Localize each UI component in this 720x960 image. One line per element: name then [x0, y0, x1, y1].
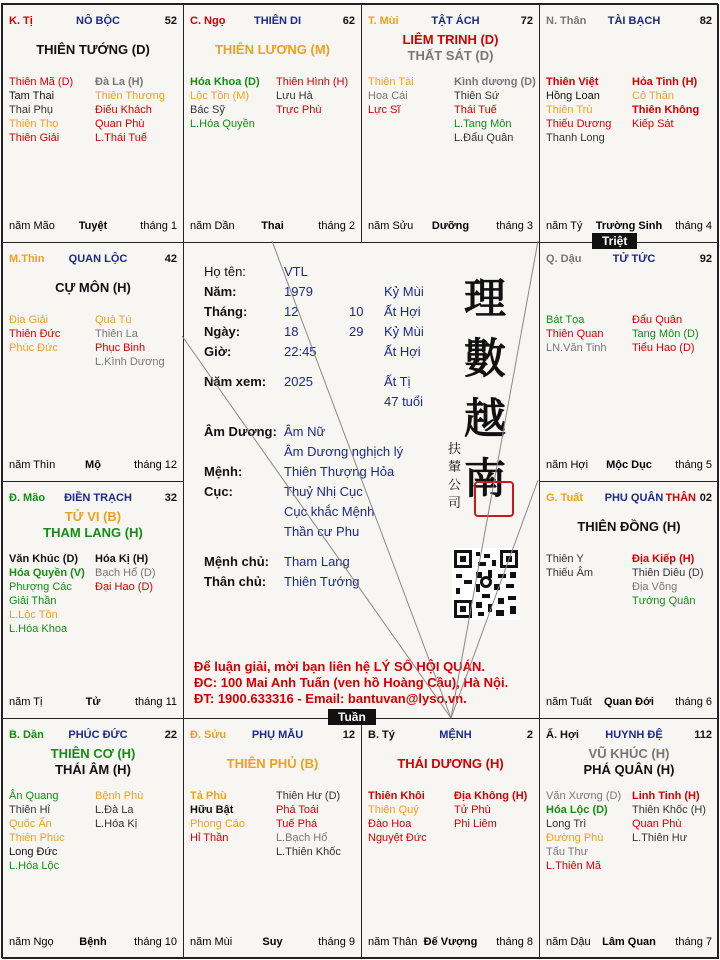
- palace-footer: [368, 936, 533, 950]
- minor-star: Phá Toái: [276, 804, 319, 816]
- minor-star: L.Hóa Kị: [95, 818, 138, 830]
- minor-star: Thiên Tài: [368, 76, 414, 88]
- minor-star: Hoa Cái: [368, 90, 408, 102]
- age-value: 47 tuổi: [384, 394, 424, 409]
- minor-stars-right: [632, 552, 704, 608]
- palace-ty: [2, 4, 184, 243]
- minor-stars-right: [95, 552, 156, 594]
- palace-age: 72: [520, 15, 533, 27]
- main-star: THÁI ÂM (H): [55, 762, 131, 777]
- month-label: tháng 12: [134, 459, 177, 471]
- palace-name: ĐIỀN TRẠCH: [64, 492, 132, 504]
- minor-star: Phượng Các: [9, 581, 72, 593]
- minor-stars-left: [190, 75, 260, 131]
- triet-marker: Triệt: [592, 233, 637, 249]
- earthly-branch: C. Ngọ: [190, 15, 226, 27]
- palace-header: [190, 15, 355, 29]
- minor-star: Thiên Thọ: [9, 118, 59, 130]
- month-label: tháng 11: [134, 696, 177, 708]
- main-star: THẤT SÁT (D): [407, 48, 494, 63]
- minor-star: Đẩu Quân: [632, 314, 683, 326]
- minor-star: Long Đức: [9, 846, 58, 858]
- minor-star: Bác Sỹ: [190, 104, 225, 116]
- year-branch: năm Dậu: [546, 936, 591, 948]
- earthly-branch: Ấ. Hợi: [546, 729, 579, 741]
- menhchu-label: Mệnh chủ:: [204, 554, 269, 569]
- contact-line-1: Để luận giải, mời bạn liên hệ LÝ SỐ HỘI QUÁN.: [194, 659, 485, 674]
- palace-footer: [546, 220, 712, 234]
- minor-stars-right: [95, 789, 143, 831]
- minor-star: L.Thiên Khốc: [276, 846, 341, 858]
- life-stage: Mộ: [85, 459, 101, 471]
- minor-star: L.Hóa Lộc: [9, 860, 60, 872]
- minor-star: Hỏa Tinh (H): [632, 76, 698, 88]
- minor-stars-right: [276, 75, 348, 117]
- amduong-value: Âm Nữ: [284, 424, 326, 439]
- earthly-branch: M.Thìn: [9, 253, 45, 265]
- minor-star: Thai Phụ: [9, 104, 54, 116]
- month-label: tháng 5: [675, 459, 712, 471]
- menhchu-value: Tham Lang: [284, 554, 350, 569]
- minor-star: Nguyệt Đức: [368, 832, 427, 844]
- month-label: tháng 4: [675, 220, 712, 232]
- minor-star: Địa Võng: [632, 581, 678, 593]
- minor-star: Địa Không (H): [454, 790, 528, 802]
- life-stage: Tuyệt: [78, 220, 108, 232]
- minor-star: Giải Thần: [9, 595, 57, 607]
- palace-tuat: [539, 481, 719, 719]
- hour-canchi: Ất Hợi: [384, 344, 421, 359]
- earthly-branch: B. Tý: [368, 729, 395, 741]
- palace-age: 32: [164, 492, 177, 504]
- palace-hoi: [539, 718, 719, 959]
- minor-stars-left: [546, 75, 611, 145]
- palace-footer: [9, 220, 177, 234]
- minor-star: Thiên Khốc (H): [632, 804, 706, 816]
- main-star: VŨ KHÚC (H): [588, 746, 670, 761]
- month-label: tháng 8: [496, 936, 533, 948]
- palace-footer: [9, 459, 177, 473]
- life-stage: Tử: [85, 696, 101, 708]
- palace-age: 82: [699, 15, 712, 27]
- minor-star: Hóa Khoa (D): [190, 76, 260, 88]
- minor-star: Bệnh Phù: [95, 790, 144, 802]
- thanchu-label: Thân chủ:: [204, 574, 267, 589]
- minor-stars-left: [9, 75, 73, 145]
- minor-stars-right: [454, 789, 527, 831]
- earthly-branch: T. Mùi: [368, 15, 399, 27]
- minor-star: Hóa Quyền (V): [9, 567, 85, 579]
- minor-star: Thiên Đức: [9, 328, 61, 340]
- palace-ngo: [183, 4, 362, 243]
- minor-star: Văn Khúc (D): [9, 553, 79, 565]
- minor-stars-left: [546, 789, 621, 873]
- main-star: LIÊM TRINH (D): [402, 32, 499, 47]
- life-stage: Suy: [262, 936, 283, 948]
- minor-star: Đại Hao (D): [95, 581, 154, 593]
- minor-star: Quả Tú: [95, 314, 132, 326]
- year-branch: năm Sửu: [368, 220, 414, 232]
- minor-star: L.Kình Dương: [95, 356, 165, 368]
- palace-age: 12: [342, 729, 355, 741]
- year-branch: năm Tuất: [546, 696, 592, 708]
- palace-header: [9, 15, 177, 29]
- minor-star: Cô Thần: [632, 90, 674, 102]
- minor-stars-left: [546, 552, 593, 580]
- name-value: VTL: [284, 264, 308, 279]
- year-label: Năm:: [204, 284, 237, 299]
- minor-star: Đào Hoa: [368, 818, 412, 830]
- minor-star: Thiên Trù: [546, 104, 593, 116]
- palace-header: [368, 729, 533, 743]
- main-star: CỰ MÔN (H): [55, 280, 131, 295]
- minor-star: Đường Phù: [546, 832, 604, 844]
- minor-star: Ân Quang: [9, 790, 59, 802]
- palace-footer: [546, 459, 712, 473]
- earthly-branch: Đ. Mão: [9, 492, 46, 504]
- minor-star: Long Trì: [546, 818, 587, 830]
- minor-stars-right: [454, 75, 536, 145]
- year-branch: năm Thìn: [9, 459, 56, 471]
- minor-star: Thiên Phúc: [9, 832, 65, 844]
- earthly-branch: K. Tị: [9, 15, 33, 27]
- minor-star: Kiếp Sát: [632, 118, 674, 130]
- minor-star: Hóa Kị (H): [95, 553, 149, 565]
- palace-footer: [190, 936, 355, 950]
- than-marker: THÂN: [665, 492, 696, 504]
- tuan-marker: Tuần: [328, 709, 376, 725]
- year-branch: năm Hợi: [546, 459, 589, 471]
- minor-star: Thiên Y: [546, 553, 584, 565]
- life-stage: Quan Đới: [604, 696, 654, 708]
- minor-stars-left: [9, 313, 60, 355]
- palace-name: THIÊN DI: [253, 15, 302, 27]
- minor-stars-right: [95, 75, 165, 145]
- minor-star: Đà La (H): [95, 76, 144, 88]
- palace-name: PHÚC ĐỨC: [68, 729, 128, 741]
- cuc-relation: Cục khắc Mệnh: [284, 504, 375, 519]
- minor-star: Thiên Khôi: [368, 790, 425, 802]
- minor-star: Tấu Thư: [546, 846, 589, 858]
- view-year-label: Năm xem:: [204, 374, 267, 389]
- minor-star: Thiên La: [95, 328, 138, 340]
- minor-star: L.Hóa Khoa: [9, 623, 68, 635]
- qr-code-icon: [452, 548, 520, 620]
- main-star: THIÊN ĐỒNG (H): [577, 519, 681, 534]
- year-branch: năm Mùi: [190, 936, 233, 948]
- palace-dan: [2, 718, 184, 959]
- palace-age: 22: [164, 729, 177, 741]
- minor-star: L.Lộc Tồn: [9, 609, 58, 621]
- palace-ty2: [361, 718, 540, 959]
- main-star: THIÊN CƠ (H): [50, 746, 136, 761]
- month-value: 12: [284, 304, 299, 319]
- minor-star: L.Thiên Mã: [546, 860, 602, 872]
- minor-star: Điếu Khách: [95, 104, 152, 116]
- life-stage: Thai: [261, 220, 284, 232]
- view-year-canchi: Ất Tị: [384, 374, 411, 389]
- minor-star: Tiểu Hao (D): [632, 342, 695, 354]
- main-star: THAM LANG (H): [43, 525, 143, 540]
- palace-name: PHỤ MẪU: [251, 729, 304, 741]
- main-star: PHÁ QUÂN (H): [583, 762, 675, 777]
- minor-star: L.Thái Tuế: [95, 132, 147, 144]
- minor-star: L.Hóa Quyền: [190, 118, 255, 130]
- minor-stars-left: [546, 313, 607, 355]
- month-label: tháng 6: [675, 696, 712, 708]
- palace-footer: [9, 696, 177, 710]
- cuc-value: Thuỷ Nhị Cục: [284, 484, 363, 499]
- palace-age: 62: [342, 15, 355, 27]
- main-star: THIÊN PHỦ (B): [226, 756, 319, 771]
- month-label: Tháng:: [204, 304, 248, 319]
- palace-name: MỆNH: [439, 729, 472, 741]
- palace-header: [546, 253, 712, 267]
- minor-star: Lực Sĩ: [368, 104, 401, 116]
- palace-suu: [183, 718, 362, 959]
- view-year-value: 2025: [284, 374, 313, 389]
- minor-star: Thiên Hình (H): [276, 76, 349, 88]
- year-branch: năm Dần: [190, 220, 235, 232]
- minor-stars-left: [368, 789, 427, 845]
- calligraphy-logo: 理數越南: [464, 274, 507, 503]
- menh-label: Mệnh:: [204, 464, 243, 479]
- minor-star: Thiên Quý: [368, 804, 419, 816]
- minor-star: Thiên Không: [632, 104, 700, 116]
- seal-side-text: 扶 輦 公 司: [448, 442, 462, 511]
- minor-star: Tả Phù: [190, 790, 227, 802]
- minor-star: Kình dương (D): [454, 76, 536, 88]
- earthly-branch: B. Dần: [9, 729, 44, 741]
- palace-name: QUAN LỘC: [68, 253, 128, 265]
- palace-footer: [190, 220, 355, 234]
- minor-stars-left: [368, 75, 414, 117]
- minor-stars-right: [632, 75, 699, 131]
- minor-star: Tang Môn (D): [632, 328, 699, 340]
- center-info-panel: [182, 241, 538, 717]
- year-branch: năm Mão: [9, 220, 55, 232]
- minor-star: Thiên Mã (D): [9, 76, 74, 88]
- palace-age: 42: [164, 253, 177, 265]
- month-label: tháng 10: [134, 936, 177, 948]
- palace-footer: [368, 220, 533, 234]
- palace-header: [190, 729, 355, 743]
- minor-star: Thiên Giải: [9, 132, 60, 144]
- hour-label: Giờ:: [204, 344, 232, 359]
- minor-star: Thiên Diêu (D): [632, 567, 704, 579]
- palace-age: 52: [164, 15, 177, 27]
- cuc-label: Cục:: [204, 484, 233, 499]
- month-label: tháng 2: [318, 220, 355, 232]
- minor-star: Quan Phù: [95, 118, 145, 130]
- palace-name: PHU QUÂN: [604, 492, 664, 504]
- thanchu-value: Thiên Tướng: [284, 574, 360, 589]
- minor-star: L.Đẩu Quân: [454, 132, 514, 144]
- palace-header: [546, 15, 712, 29]
- month-label: tháng 3: [496, 220, 533, 232]
- palace-name: TẬT ÁCH: [431, 15, 480, 27]
- year-branch: năm Ngọ: [9, 936, 54, 948]
- red-seal-stamp: [474, 481, 514, 517]
- minor-star: L.Thiên Hư: [632, 832, 688, 844]
- month-lunar: 10: [349, 304, 364, 319]
- main-star: THIÊN TƯỚNG (D): [36, 42, 150, 57]
- minor-star: Lộc Tồn (M): [190, 90, 250, 102]
- minor-star: Quốc Ấn: [9, 818, 52, 830]
- minor-star: Thiên Việt: [546, 76, 599, 88]
- year-canchi: Kỷ Mùi: [384, 284, 424, 299]
- palace-footer: [9, 936, 177, 950]
- minor-star: Thiếu Dương: [546, 118, 612, 130]
- earthly-branch: N. Thân: [546, 15, 587, 27]
- minor-star: Hóa Lộc (D): [546, 804, 608, 816]
- palace-thin: [2, 242, 184, 482]
- palace-footer: [546, 936, 712, 950]
- hour-value: 22:45: [284, 344, 317, 359]
- contact-address: ĐC: 100 Mai Anh Tuấn (ven hồ Hoàng Cầu), Hà Nội.: [194, 675, 509, 690]
- minor-star: Thiếu Âm: [546, 567, 594, 579]
- minor-star: Tử Phù: [454, 804, 491, 816]
- life-stage: Đế Vượng: [423, 936, 478, 948]
- minor-stars-right: [632, 313, 699, 355]
- month-label: tháng 7: [675, 936, 712, 948]
- palace-header: [546, 492, 712, 506]
- amduong-label: Âm Dương:: [204, 424, 277, 439]
- minor-star: Bạch Hổ (D): [95, 567, 156, 579]
- palace-age: 02: [699, 492, 712, 504]
- minor-stars-left: [9, 789, 65, 873]
- minor-star: Thanh Long: [546, 132, 605, 144]
- palace-mui: [361, 4, 540, 243]
- palace-name: TÀI BẠCH: [607, 15, 661, 27]
- minor-star: Trực Phù: [276, 104, 322, 116]
- minor-star: Phúc Đức: [9, 342, 58, 354]
- life-stage: Dưỡng: [431, 220, 470, 232]
- minor-star: Phong Cáo: [190, 818, 246, 830]
- minor-star: Tướng Quân: [632, 595, 696, 607]
- menh-value: Thiên Thượng Hỏa: [284, 464, 395, 479]
- minor-star: Linh Tinh (H): [632, 790, 700, 802]
- palace-name: NÔ BỘC: [76, 15, 120, 27]
- name-label: Họ tên:: [204, 264, 246, 279]
- minor-star: Hồng Loan: [546, 90, 600, 102]
- main-star: THIÊN LƯƠNG (M): [214, 42, 331, 57]
- minor-star: Thiên Thương: [95, 90, 166, 102]
- palace-header: [368, 15, 533, 29]
- minor-star: LN.Văn Tinh: [546, 342, 607, 354]
- palace-age: 2: [526, 729, 533, 741]
- year-value: 1979: [284, 284, 313, 299]
- month-canchi: Ất Hợi: [384, 304, 421, 319]
- earthly-branch: G. Tuất: [546, 492, 584, 504]
- month-label: tháng 9: [318, 936, 355, 948]
- palace-age: 92: [699, 253, 712, 265]
- minor-stars-left: [9, 552, 85, 636]
- minor-star: Quan Phù: [632, 818, 682, 830]
- minor-stars-right: [276, 789, 341, 859]
- minor-star: Văn Xương (D): [546, 790, 622, 802]
- palace-than: [539, 4, 719, 243]
- minor-star: Thiên Sứ: [454, 90, 500, 102]
- life-stage: Mộc Dục: [606, 459, 652, 471]
- amduong-note: Âm Dương nghịch lý: [284, 444, 404, 459]
- minor-star: L.Tang Môn: [454, 118, 512, 130]
- minor-star: Phi Liêm: [454, 818, 497, 830]
- minor-star: Thiên Hư (D): [276, 790, 341, 802]
- minor-star: Tuế Phá: [276, 818, 318, 830]
- day-canchi: Kỷ Mùi: [384, 324, 424, 339]
- palace-name: HUYNH ĐỆ: [605, 729, 663, 741]
- minor-star: Phục Binh: [95, 342, 146, 354]
- day-lunar: 29: [349, 324, 364, 339]
- palace-header: [546, 729, 712, 743]
- earthly-branch: Q. Dậu: [546, 253, 582, 265]
- minor-star: Tam Thai: [9, 90, 55, 102]
- main-star: TỬ VI (B): [64, 509, 122, 524]
- minor-star: Thiên Hỉ: [9, 804, 50, 816]
- palace-dau: [539, 242, 719, 482]
- palace-name: TỬ TỨC: [612, 253, 656, 265]
- minor-star: Lưu Hà: [276, 90, 313, 102]
- contact-phone-email: ĐT: 1900.633316 - Email: bantuvan@lyso.vn.: [194, 691, 467, 706]
- minor-star: Hỉ Thần: [190, 832, 229, 844]
- minor-star: Bát Tọa: [546, 314, 585, 326]
- palace-header: [9, 492, 177, 506]
- month-label: tháng 1: [140, 220, 177, 232]
- palace-age: 112: [694, 729, 712, 741]
- main-star: THÁI DƯƠNG (H): [397, 756, 504, 771]
- palace-header: [9, 729, 177, 743]
- life-stage: Lâm Quan: [602, 936, 656, 948]
- minor-star: Hữu Bật: [190, 804, 234, 816]
- palace-header: [9, 253, 177, 267]
- minor-stars-left: [190, 789, 245, 845]
- minor-stars-right: [632, 789, 706, 845]
- minor-star: L.Bạch Hổ: [276, 832, 328, 844]
- minor-star: L.Đà La: [95, 804, 134, 816]
- palace-mao: [2, 481, 184, 719]
- day-label: Ngày:: [204, 324, 241, 339]
- minor-star: Địa Kiếp (H): [632, 553, 695, 565]
- minor-stars-right: [95, 313, 165, 369]
- than-position: Thần cư Phu: [284, 524, 360, 539]
- year-branch: năm Tý: [546, 220, 583, 232]
- day-value: 18: [284, 324, 299, 339]
- palace-footer: [546, 696, 712, 710]
- minor-star: Thái Tuế: [454, 104, 497, 116]
- life-stage: Bệnh: [79, 936, 107, 948]
- minor-star: Thiên Quan: [546, 328, 604, 340]
- year-branch: năm Thân: [368, 936, 418, 948]
- year-branch: năm Tị: [9, 696, 43, 708]
- earthly-branch: Đ. Sửu: [190, 729, 227, 741]
- minor-star: Địa Giải: [9, 314, 49, 326]
- life-stage: Trường Sinh: [595, 220, 663, 232]
